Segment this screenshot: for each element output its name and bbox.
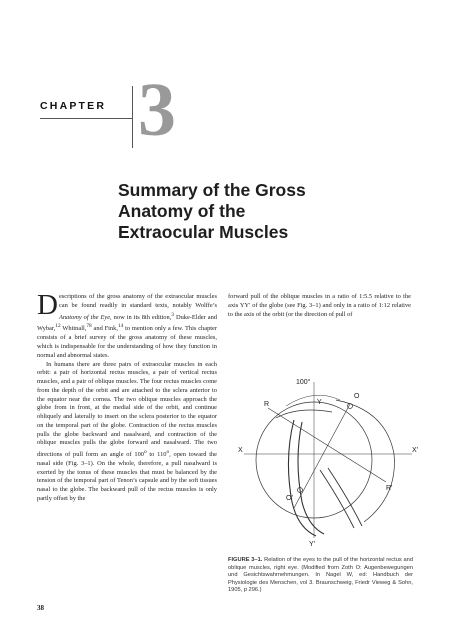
oblique-muscle	[320, 470, 354, 528]
oblique-muscle-inner	[328, 468, 362, 526]
paragraph-1-text-f: to mention only a few. This chapter consists of a brief survey of the gross anatomy of these muscles, which is indispensable for the understanding of how they function in normal and abnormal states.	[37, 325, 217, 359]
paragraph-3: forward pull of the oblique muscles in a ratio of 1:5.5 relative to the axis YY′ of the globe (see Fig. 3–1) and only in a ratio of 1:12 relative to the axis of the orbit (or the direction of pull of	[228, 293, 411, 318]
paragraph-1-text-b: now in its 8th edition,	[111, 313, 172, 321]
label-x-left: X	[238, 447, 243, 454]
body-column-right	[228, 293, 411, 319]
figure-caption	[228, 557, 413, 595]
chapter-title-line-1: Summary of the Gross	[118, 180, 306, 200]
angle-arc	[286, 395, 340, 406]
page-number: 38	[37, 604, 44, 612]
figure-caption-text: Relation of the eyes to the pull of the horizontal rectus and oblique muscles, right eye. (Modified from Zoth O: Augenbewegungen und Gesichtswahrnehmungen. In Nagel W, ed: Handbuch der Physiologie des Menschen, vol 3. Braunschweig, Friedr Vieweg & Sohn, 1905, p 296.)	[228, 557, 413, 594]
paragraph-2-text-c: , open toward the nasal side (Fig. 3–1). On the whole, therefore, a pull nasalward is exerted by the tonus of these muscles that must be balanced by the tension of the temporal part of Tenon’s capsule and by the soft tissues nasal to the globe. The backward pull of the rectus muscles is only partly offset by the	[37, 451, 217, 502]
muscle-band-left	[288, 420, 316, 536]
eye-muscle-diagram	[236, 370, 436, 546]
paragraph-1-text-e: and Fink,	[91, 325, 118, 333]
axis-r	[268, 408, 386, 482]
orbit-rim-top	[276, 410, 332, 418]
figure-caption-label: FIGURE 3–1.	[228, 557, 263, 563]
muscle-band-left-inner	[298, 422, 324, 534]
body-column-left	[37, 289, 217, 504]
paragraph-1-text-d: Whitnall,	[60, 325, 87, 333]
paragraph-1	[37, 289, 217, 361]
chapter-rule-horizontal	[40, 118, 132, 119]
axis-o	[294, 404, 350, 508]
paragraph-2-text-a: In humans there are three pairs of extraocular muscles in each orbit: a pair of horizontal rectus muscles, a pair of vertical rectus muscles, and a pair of oblique muscles. The four rectus muscles come from the depth of the orbit and are attached to the sclera anterior to the equator near the cornea. The two oblique muscles approach the globe from in front, at the medial side of the orbit, and continue obliquely and laterally to insert on the sclera posterior to the equator on the temporal part of the globe. Contraction of the rectus muscles pulls the globe backward and nasalward, and contraction of the oblique muscles pulls the globe forward and nasalward. The two directions of pull form an angle of 100	[37, 360, 217, 459]
citation-ref: 3	[171, 311, 174, 318]
label-y-top: Y	[317, 399, 322, 406]
chapter-label: CHAPTER	[40, 100, 107, 112]
chapter-title	[118, 180, 418, 243]
chapter-title-line-3: Extraocular Muscles	[118, 222, 289, 242]
citation-ref: 14	[117, 323, 124, 330]
citation-ref: 78	[86, 323, 92, 330]
degree-mark: o	[166, 449, 170, 455]
paragraph-2-text-b: to 110	[146, 451, 167, 459]
degree-mark: o	[143, 449, 147, 455]
label-r-left: R	[264, 401, 270, 408]
citation-ref: 12	[55, 323, 61, 330]
label-y-bottom: Y′	[309, 541, 315, 546]
label-o-top: O	[354, 393, 360, 400]
book-title: Anatomy of the Eye,	[58, 313, 112, 321]
drop-cap: D	[37, 289, 58, 321]
chapter-number: 3	[138, 68, 176, 152]
chapter-rule-vertical	[132, 86, 133, 148]
paragraph-1-text-a: escriptions of the gross anatomy of the extraocular muscles can be found readily in standard texts, notably Wolffe’s	[58, 293, 217, 309]
label-r-right: R′	[386, 485, 393, 492]
orbit-wall-right	[336, 400, 394, 522]
paragraph-2	[37, 361, 217, 504]
label-angle: 100°	[296, 379, 311, 386]
paragraph-1-text-c: Duke-Elder and Wybar,	[37, 313, 217, 333]
label-o-bottom: O′	[286, 495, 293, 502]
label-x-right: X′	[412, 447, 418, 454]
chapter-title-line-2: Anatomy of the	[118, 201, 246, 221]
